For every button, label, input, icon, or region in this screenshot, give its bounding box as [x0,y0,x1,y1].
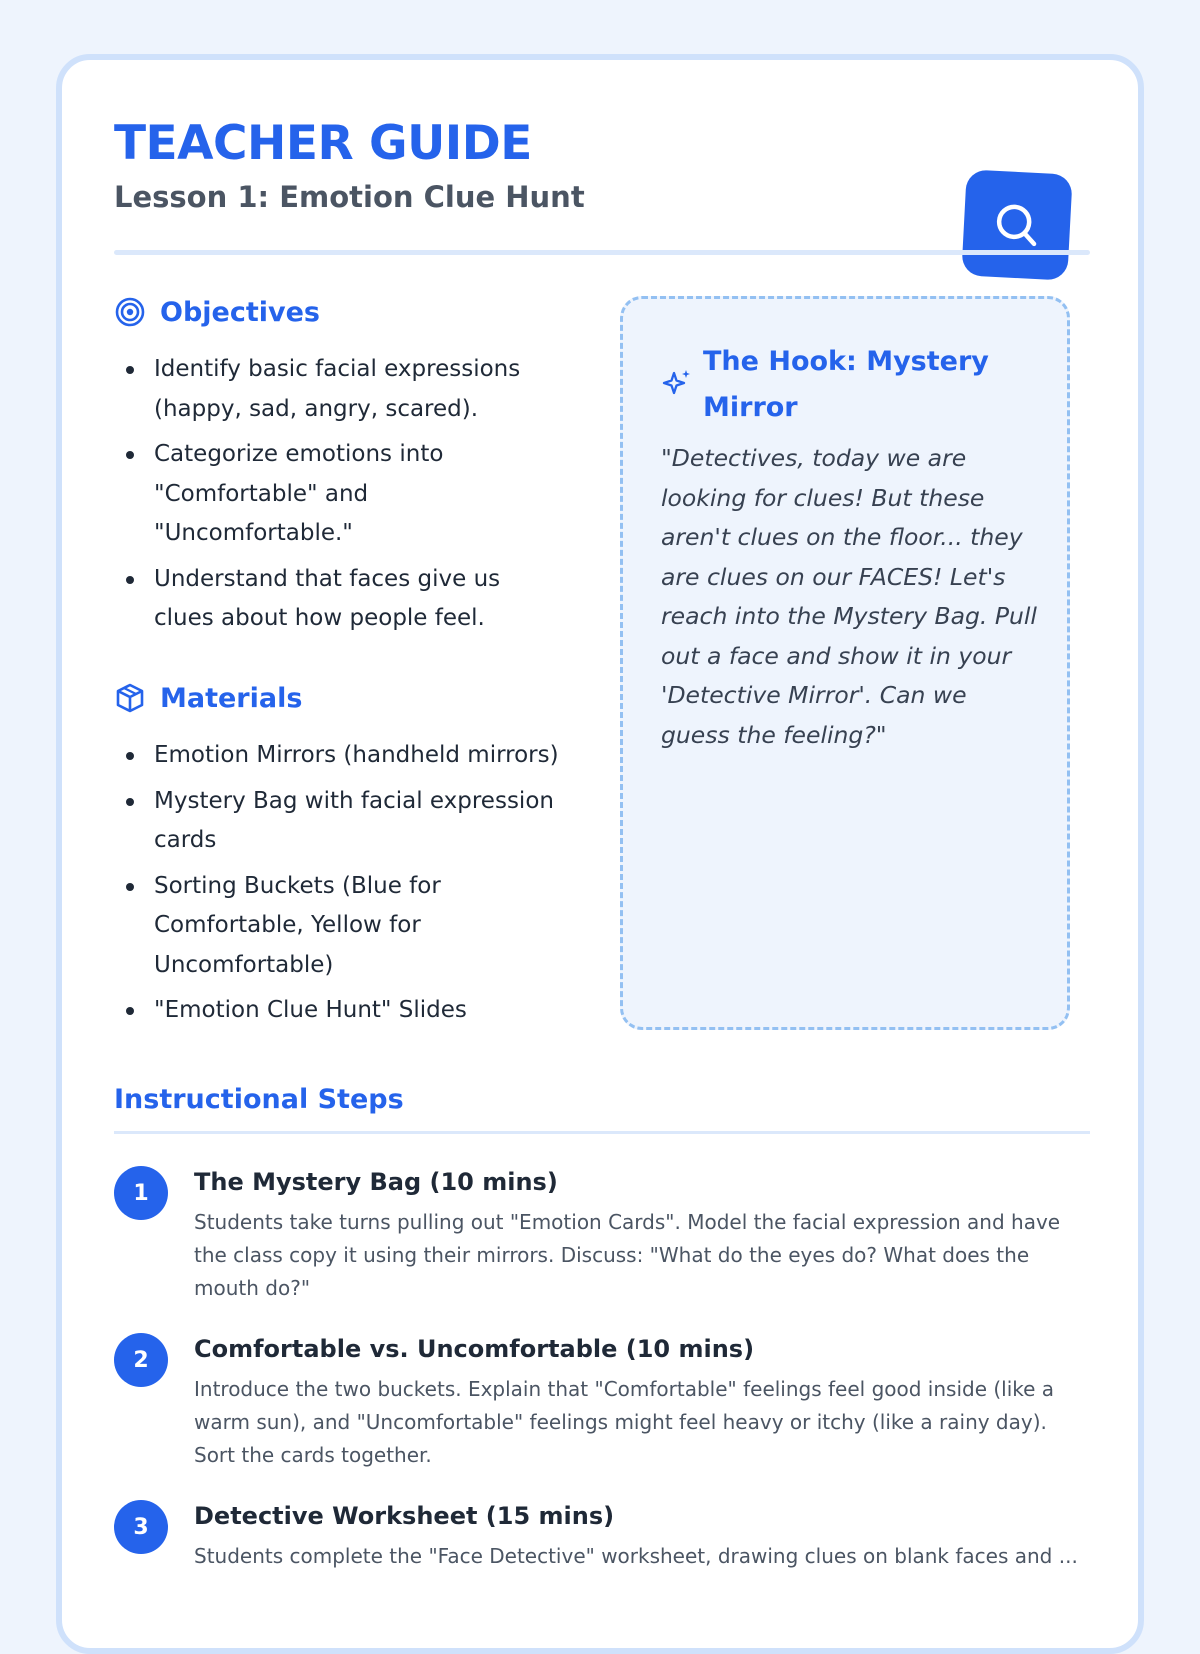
sparkles-icon [661,367,693,399]
list-item: Understand that faces give us clues about how people feel. [114,560,564,639]
search-icon [990,198,1045,253]
hook-title: The Hook: Mystery Mirror [703,346,989,423]
list-item: Mystery Bag with facial expression cards [114,782,564,861]
step-number-badge: 2 [114,1333,168,1387]
step-description: Introduce the two buckets. Explain that "Comfortable" feelings feel good inside (like a warm sun), and "Uncomfortable" feelings might feel heavy or itchy (like a rainy day). Sort the cards together. [194,1377,1055,1467]
step-title: The Mystery Bag (10 mins) [194,1168,558,1196]
hook-quote: "Detectives, today we are looking for clues! But these aren't clues on the floor... they are clues on our FACES! Let's reach into the Mystery Bag. Pull out a face and show it in your 'Detective Mirror'. Can we guess the feeling?" [661,444,1037,749]
steps-divider [114,1131,1090,1134]
step-number-badge: 3 [114,1500,168,1554]
step-title: Comfortable vs. Uncomfortable (10 mins) [194,1335,755,1363]
teacher-guide-card [56,54,1144,1654]
step-title: Detective Worksheet (15 mins) [194,1502,615,1530]
step-description: Students complete the "Face Detective" worksheet, drawing clues on blank faces and ... [194,1544,1078,1568]
materials-heading-label: Materials [160,682,303,714]
header-divider [114,250,1090,255]
instructional-steps-heading: Instructional Steps [114,1084,404,1115]
list-item: Emotion Mirrors (handheld mirrors) [114,736,564,776]
box-icon [114,682,146,714]
list-item: Categorize emotions into "Comfortable" and "Uncomfortable." [114,435,564,554]
target-icon [114,296,146,328]
objectives-list [114,350,564,645]
objectives-heading-label: Objectives [160,296,320,328]
guide-header [114,116,1090,256]
objectives-heading [114,296,320,328]
list-item: Identify basic facial expressions (happy, sad, angry, scared). [114,350,564,429]
hook-callout [620,296,1070,1030]
lesson-subtitle: Lesson 1: Emotion Clue Hunt [114,180,585,214]
materials-list [114,736,564,1037]
materials-heading [114,682,302,714]
step-number-badge: 1 [114,1166,168,1220]
list-item: "Emotion Clue Hunt" Slides [114,991,564,1031]
page-title: TEACHER GUIDE [114,116,532,171]
step-description: Students take turns pulling out "Emotion Cards". Model the facial expression and have the class copy it using their mirrors. Discuss: "What do the eyes do? What does the mouth do?" [194,1210,1061,1300]
list-item: Sorting Buckets (Blue for Comfortable, Yellow for Uncomfortable) [114,867,564,986]
search-button[interactable] [961,169,1072,280]
